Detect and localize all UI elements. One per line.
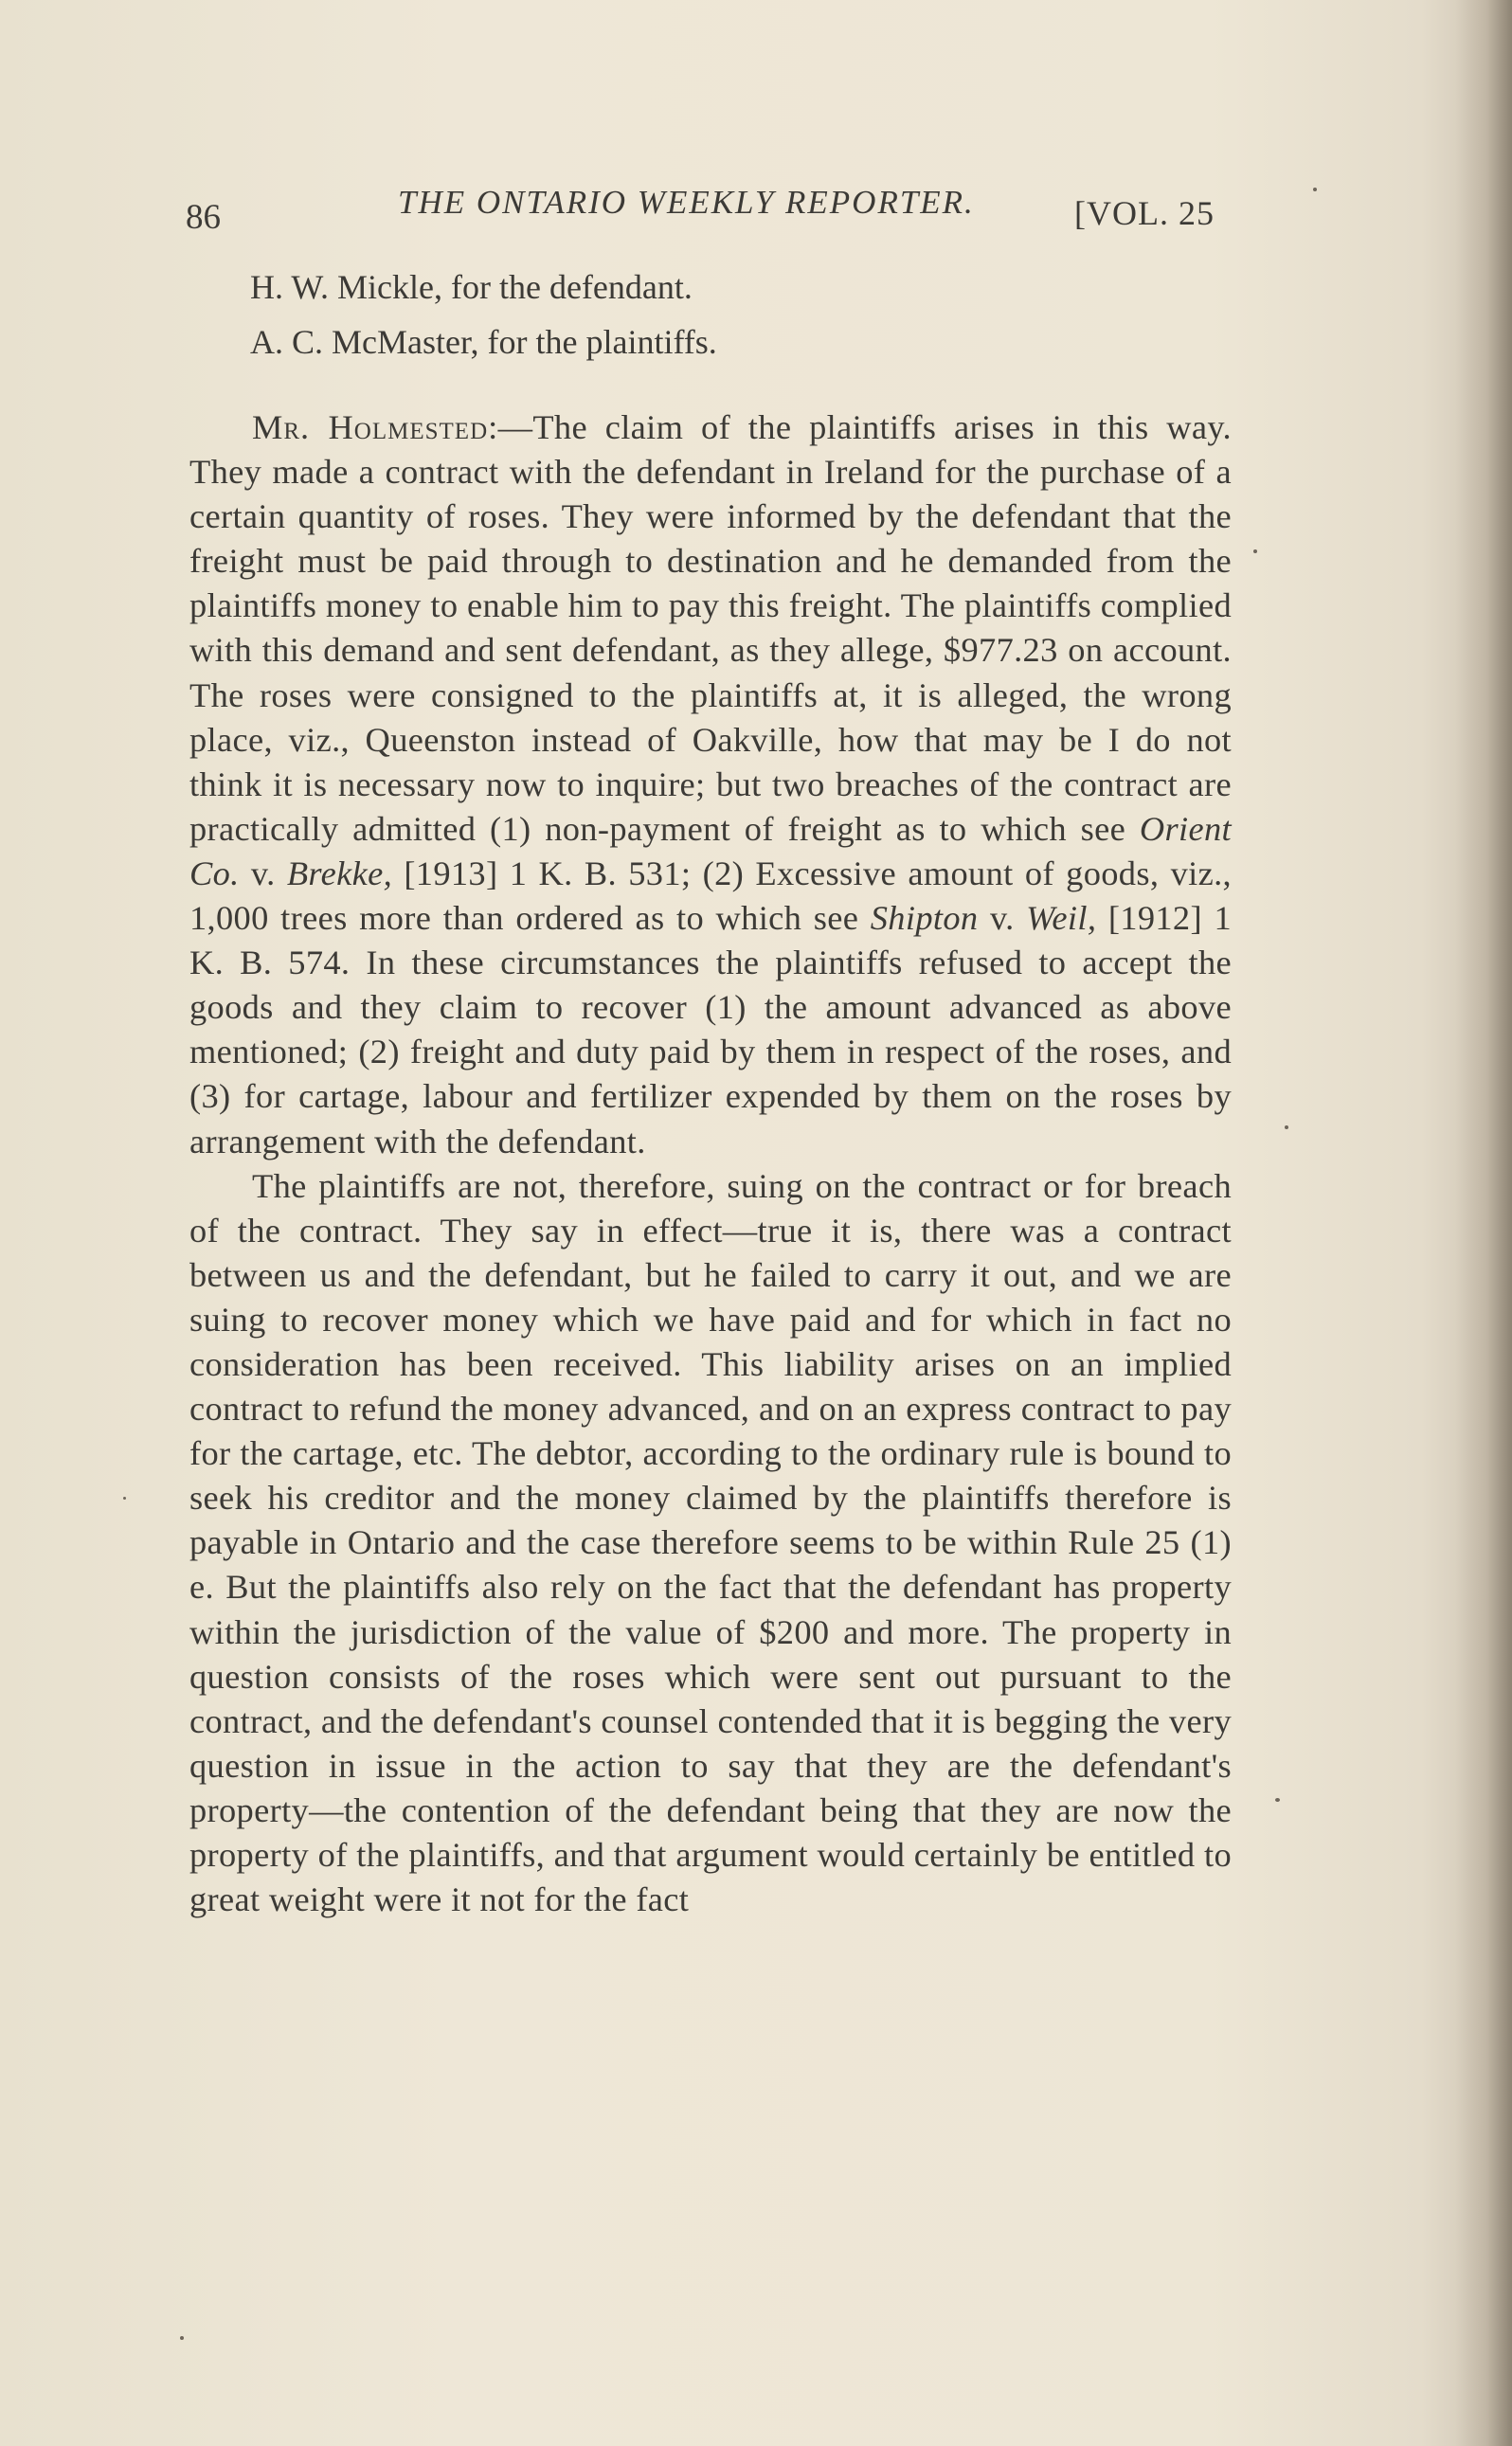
paper-speck	[1313, 188, 1317, 191]
case-citation-2-versus: v.	[978, 899, 1027, 938]
case-citation-1-party: Brekke,	[286, 854, 393, 892]
paper-speck	[123, 1497, 126, 1500]
journal-title: THE ONTARIO WEEKLY REPORTER.	[398, 184, 975, 221]
paragraph-2: The plaintiffs are not, therefore, suing on the contract or for breach of the contract. They say in effect—true it is, there was a contract between us and the defendant, but he failed to carry it out, and we are suing to recover money which we have paid and for which in fact no consideration has been received. This liability arises on an implied contract to refund the money advanced, and on an express contract to pay for the cartage, etc. The debtor, according to the ordinary rule is bound to seek his creditor and the money claimed by the plaintiffs therefore is payable in Ontario and the case therefore seems to be within Rule 25 (1) e. But the plaintiffs also rely on the fact that the defendant has property within the jurisdiction of the value of $200 and more. The property in question consists of the roses which were sent out pursuant to the contract, and the defendant's counsel contended that it is begging the very question in issue in the action to say that they are the defendant's property—the contention of the defendant being that they are now the property of the plaintiffs, and that argument would certainly be entitled to great weight were it not for the fact	[189, 1166, 1232, 1919]
paragraph-1	[189, 405, 1232, 1164]
running-head	[186, 184, 1228, 241]
paper-speck	[180, 2336, 184, 2340]
case-citation-2-name: Shipton	[870, 899, 979, 938]
case-citation-1-name: Orient Co.	[189, 809, 1232, 892]
page-edge-shadow	[1455, 0, 1512, 2446]
counsel-plaintiffs: A. C. McMaster, for the plaintiffs.	[250, 323, 717, 361]
paragraph-1-text-c: [1912] 1 K. B. 574. In these circumstances the plaintiffs refused to accept the goods and they claim to recover (1) the amount advanced as above mentioned; (2) freight and duty paid by them in respect of the roses, and (3) for cartage, labour and fertilizer expended by them on the roses by arrangement with the defendant.	[189, 899, 1232, 1160]
paper-speck	[1285, 1125, 1288, 1129]
case-citation-2-party: Weil,	[1026, 899, 1097, 938]
volume-number: [VOL. 25	[1074, 194, 1215, 232]
paper-speck	[1275, 1798, 1280, 1802]
paragraph-1-text-a: :—The claim of the plaintiffs arises in this way. They made a contract with the defendant in Ireland for the purchase of a certain quantity of roses. They were informed by the defendant that the freight must be paid through to destination and he demanded from the plaintiffs money to enable him to pay this freight. The plaintiffs complied with this demand and sent defendant, as they allege, $977.23 on account. The roses were consigned to the plaintiffs at, it is alleged, the wrong place, viz., Queenston instead of Oakville, how that may be I do not think it is necessary now to inquire; but two breaches of the contract are practically admitted (1) non-payment of freight as to which see	[189, 408, 1232, 848]
paragraph-1-text-b: [1913] 1 K. B. 531; (2) Excessive amount of goods, viz., 1,000 trees more than ordered as to which see	[189, 854, 1232, 938]
case-citation-1-versus: v.	[239, 854, 287, 892]
judgment-text	[189, 405, 1232, 1922]
paper-speck	[1253, 549, 1257, 553]
page-number: 86	[186, 198, 221, 237]
speaker-name: Mr. Holmested	[252, 408, 489, 446]
counsel-defendant: H. W. Mickle, for the defendant.	[250, 268, 693, 306]
